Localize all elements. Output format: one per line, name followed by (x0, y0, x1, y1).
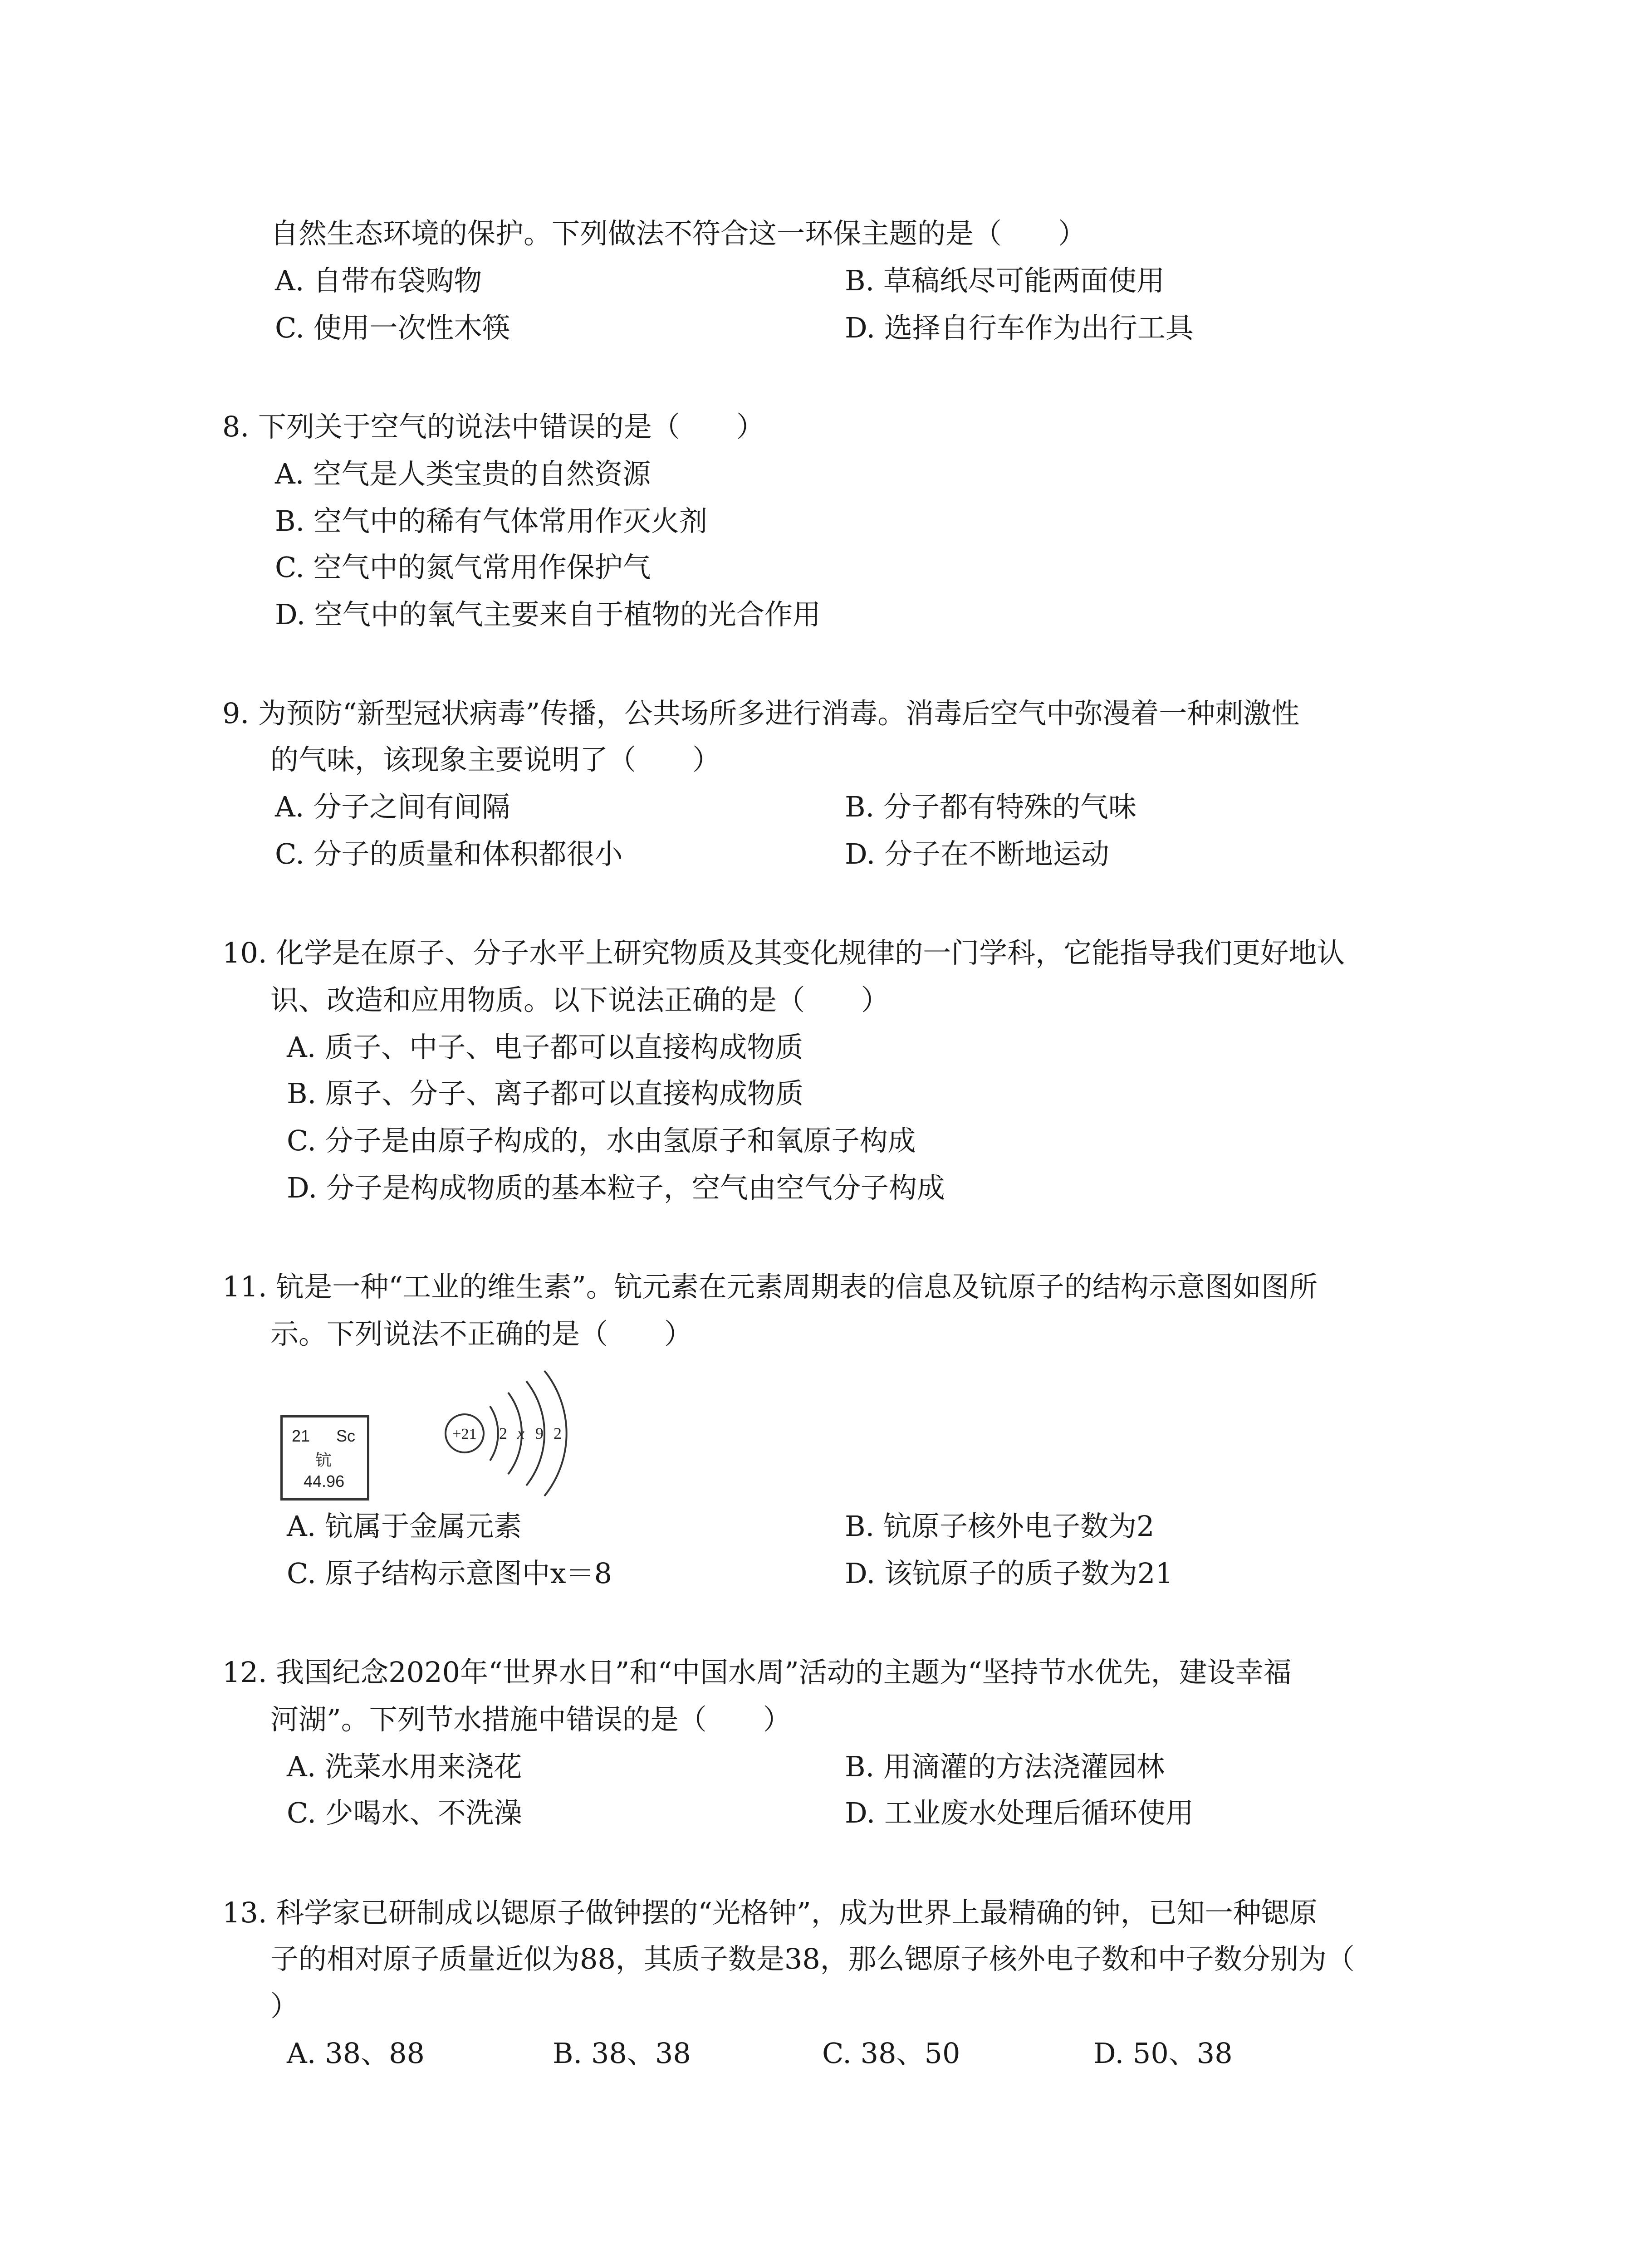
q7-option-c: C. 使用一次性木筷 (275, 311, 510, 344)
q12-option-b: B. 用滴灌的方法浇灌园林 (845, 1750, 1165, 1783)
q11-option-c: C. 原子结构示意图中x＝8 (287, 1557, 612, 1590)
q13-option-a: A. 38、88 (287, 2037, 425, 2070)
q11-option-b: B. 钪原子核外电子数为2 (845, 1510, 1155, 1543)
q10-stem-line2: 识、改造和应用物质。以下说法正确的是（ ） (270, 983, 890, 1017)
q8-option-d: D. 空气中的氧气主要来自于植物的光合作用 (275, 598, 821, 631)
q11-option-a: A. 钪属于金属元素 (287, 1510, 522, 1543)
q10-option-c: C. 分子是由原子构成的，水由氢原子和氧原子构成 (287, 1124, 916, 1157)
q12-option-c: C. 少喝水、不洗澡 (287, 1796, 522, 1829)
q8-option-b: B. 空气中的稀有气体常用作灭火剂 (275, 504, 707, 538)
q7-option-d: D. 选择自行车作为出行工具 (845, 311, 1194, 344)
q10-option-a: A. 质子、中子、电子都可以直接构成物质 (287, 1031, 803, 1064)
q9-stem-line2: 的气味，该现象主要说明了（ ） (270, 743, 721, 776)
q12-stem-line1: 12. 我国纪念2020年“世界水日”和“中国水周”活动的主题为“坚持节水优先，建设幸福 (222, 1656, 1292, 1689)
element-symbol: Sc (336, 1427, 356, 1445)
q12-option-a: A. 洗菜水用来浇花 (287, 1750, 522, 1783)
q9-stem-line1: 9. 为预防“新型冠状病毒”传播，公共场所多进行消毒。消毒后空气中弥漫着一种刺激性 (222, 697, 1300, 730)
element-card-scandium (280, 1415, 369, 1501)
atom-structure-diagram (436, 1361, 581, 1506)
q11-stem-line2: 示。下列说法不正确的是（ ） (270, 1317, 693, 1350)
q7-option-b: B. 草稿纸尽可能两面使用 (845, 264, 1165, 297)
q13-stem-line2: 子的相对原子质量近似为88，其质子数是38，那么锶原子核外电子数和中子数分别为（ (270, 1942, 1355, 1975)
shell-3-electrons: 9 (535, 1424, 544, 1442)
q11-option-d: D. 该钪原子的质子数为21 (845, 1557, 1173, 1590)
q8-stem: 8. 下列关于空气的说法中错误的是（ ） (222, 410, 764, 443)
q11-stem-line1: 11. 钪是一种“工业的维生素”。钪元素在元素周期表的信息及钪原子的结构示意图如图所 (222, 1270, 1318, 1303)
electron-shell-1 (490, 1406, 498, 1461)
q13-option-b: B. 38、38 (553, 2037, 691, 2070)
q10-option-b: B. 原子、分子、离子都可以直接构成物质 (287, 1077, 803, 1110)
element-atomic-mass: 44.96 (304, 1472, 345, 1491)
q12-option-d: D. 工业废水处理后循环使用 (845, 1796, 1194, 1829)
nucleus-charge: +21 (452, 1426, 477, 1442)
q7-option-a: A. 自带布袋购物 (275, 264, 482, 297)
q9-option-d: D. 分子在不断地运动 (845, 837, 1109, 870)
q8-option-c: C. 空气中的氮气常用作保护气 (275, 551, 651, 584)
q9-option-a: A. 分子之间有间隔 (275, 790, 510, 823)
q12-stem-line2: 河湖”。下列节水措施中错误的是（ ） (270, 1703, 791, 1736)
q13-option-c: C. 38、50 (822, 2037, 960, 2070)
shell-2-electrons: x (517, 1424, 524, 1442)
q13-stem-line3: ） (270, 1989, 299, 2023)
q13-option-d: D. 50、38 (1093, 2037, 1233, 2070)
q10-option-d: D. 分子是构成物质的基本粒子，空气由空气分子构成 (287, 1171, 945, 1204)
q13-stem-line1: 13. 科学家已研制成以锶原子做钟摆的“光格钟”，成为世界上最精确的钟，已知一种锶原 (222, 1896, 1318, 1929)
element-atomic-number: 21 (292, 1427, 310, 1445)
shell-1-electrons: 2 (499, 1424, 507, 1442)
q8-option-a: A. 空气是人类宝贵的自然资源 (275, 457, 651, 490)
shell-4-electrons: 2 (554, 1424, 562, 1442)
q7-stem-line2: 自然生态环境的保护。下列做法不符合这一环保主题的是（ ） (270, 217, 1087, 250)
q9-option-c: C. 分子的质量和体积都很小 (275, 837, 623, 870)
q10-stem-line1: 10. 化学是在原子、分子水平上研究物质及其变化规律的一门学科，它能指导我们更好地认 (222, 936, 1345, 969)
q9-option-b: B. 分子都有特殊的气味 (845, 790, 1136, 823)
element-name: 钪 (315, 1451, 332, 1470)
